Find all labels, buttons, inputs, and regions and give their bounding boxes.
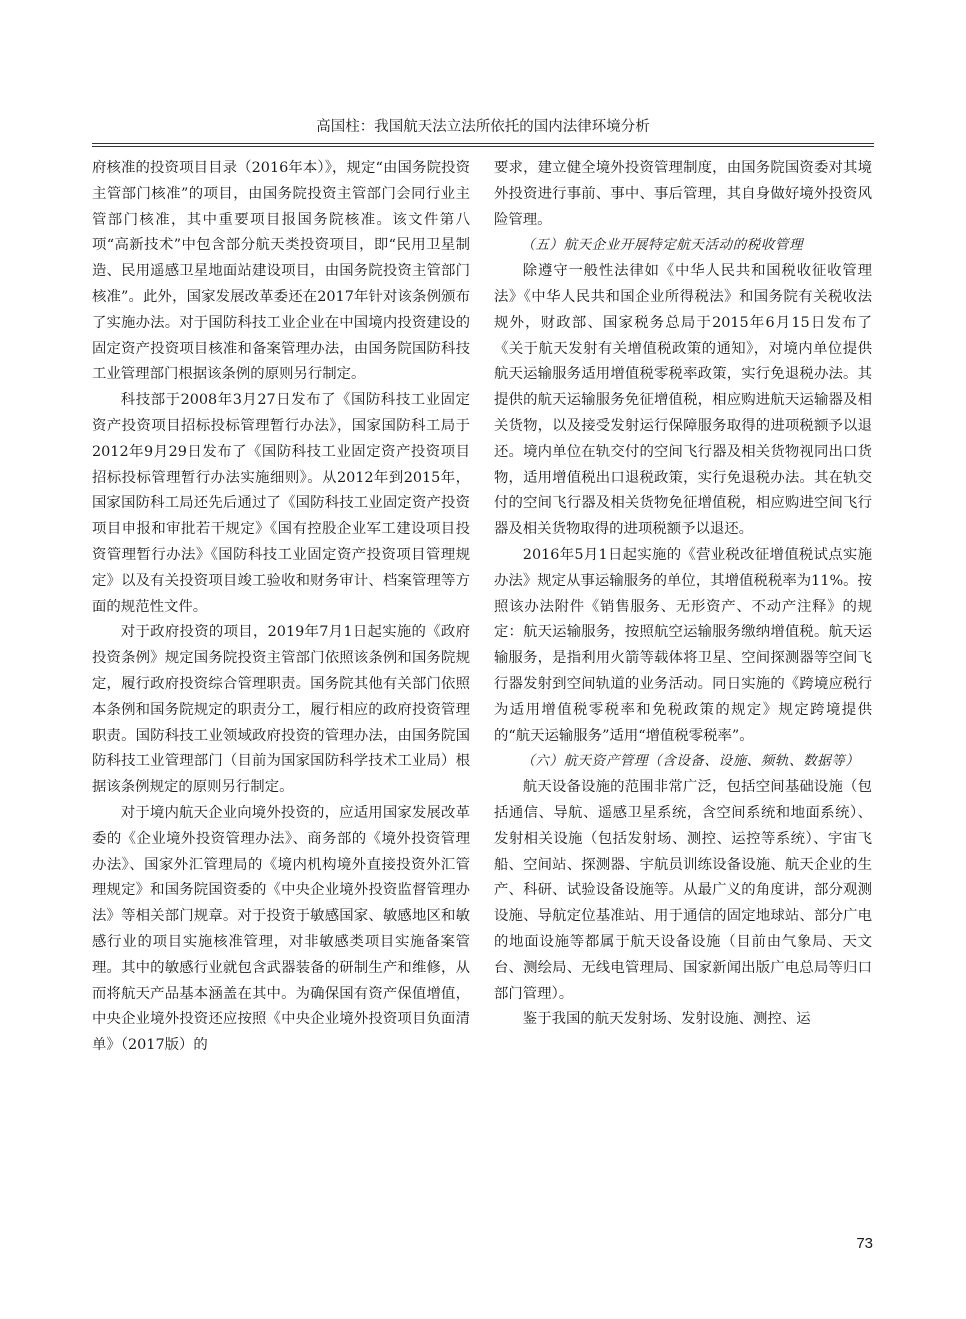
paragraph: 航天设备设施的范围非常广泛，包括空间基础设施（包括通信、导航、遥感卫星系统，含空间系统和地面系统）、发射相关设施（包括发射场、测控、运控等系统）、宇宙飞船、空间站、探测器、宇航员训练设备设施、航天企业的生产、科研、试验设备设施等。从最广义的角度讲，部分观测设施、导航定位基准站、用于通信的固定地球站、部分广电的地面设施等都属于航天设备设施（目前由气象局、天文台、测绘局、无线电管理局、国家新闻出版广电总局等归口部门管理）。 bbox=[494, 779, 872, 1002]
running-header: 高国柱：我国航天法立法所依托的国内法律环境分析 bbox=[316, 119, 650, 135]
paragraph: 要求，建立健全境外投资管理制度，由国务院国资委对其境外投资进行事前、事中、事后管理，其自身做好境外投资风险管理。 bbox=[494, 160, 872, 228]
page-number: 73 bbox=[856, 1235, 873, 1252]
left-column bbox=[92, 156, 470, 1059]
section-heading: （六）航天资产管理（含设备、设施、频轨、数据等） bbox=[521, 753, 860, 770]
paragraph: 府核准的投资项目目录（2016年本）》，规定“由国务院投资主管部门核准”的项目，由国务院投资主管部门会同行业主管部门核准，其中重要项目报国务院核准。该文件第八项“高新技术”中包含部分航天类投资项目，即“民用卫星制造、民用遥感卫星地面站建设项目，由国务院投资主管部门核准”。此外，国家发展改革委还在2017年针对该条例颁布了实施办法。对于国防科技工业企业在中国境内投资建设的固定资产投资项目核准和备案管理办法，由国务院国防科技工业管理部门根据该条例的原则另行制定。 bbox=[92, 160, 470, 383]
paragraph: 对于政府投资的项目，2019年7月1日起实施的《政府投资条例》规定国务院投资主管部门依照该条例和国务院规定，履行政府投资综合管理职责。国务院其他有关部门依照本条例和国务院规定的职责分工，履行相应的政府投资管理职责。国防科技工业领域政府投资的管理办法，由国务院国防科技工业管理部门（目前为国家国防科学技术工业局）根据该条例规定的原则另行制定。 bbox=[92, 624, 470, 796]
header-rule bbox=[92, 143, 874, 147]
paragraph: 对于境内航天企业向境外投资的，应适用国家发展改革委的《企业境外投资管理办法》、商务部的《境外投资管理办法》、国家外汇管理局的《境内机构境外直接投资外汇管理规定》和国务院国资委的《中央企业境外投资监督管理办法》等相关部门规章。对于投资于敏感国家、敏感地区和敏感行业的项目实施核准管理，对非敏感类项目实施备案管理。其中的敏感行业就包含武器装备的研制生产和维修，从而将航天产品基本涵盖在其中。为确保国有资产保值增值，中央企业境外投资还应按照《中央企业境外投资项目负面清单》（2017版）的 bbox=[92, 804, 470, 1054]
paragraph: 鉴于我国的航天发射场、发射设施、测控、运 bbox=[522, 1011, 811, 1028]
right-column bbox=[494, 156, 872, 1033]
section-heading: （五）航天企业开展特定航天活动的税收管理 bbox=[521, 237, 804, 254]
paragraph: 科技部于2008年3月27日发布了《国防科技工业固定资产投资项目招标投标管理暂行办法》，国家国防科工局于2012年9月29日发布了《国防科技工业固定资产投资项目招标投标管理暂行办法实施细则》。从2012年到2015年，国家国防科工局还先后通过了《国防科技工业固定资产投资项目申报和审批若干规定》《国有控股企业军工建设项目投资管理暂行办法》《国防科技工业固定资产投资项目管理规定》以及有关投资项目竣工验收和财务审计、档案管理等方面的规范性文件。 bbox=[92, 392, 470, 615]
paragraph: 除遵守一般性法律如《中华人民共和国税收征收管理法》《中华人民共和国企业所得税法》和国务院有关税收法规外，财政部、国家税务总局于2015年6月15日发布了《关于航天发射有关增值税政策的通知》，对境内单位提供航天运输服务适用增值税零税率政策，实行免退税办法。其提供的航天运输服务免征增值税，相应购进航天运输器及相关货物，以及接受发射运行保障服务取得的进项税额予以退还。境内单位在轨交付的空间飞行器及相关货物视同出口货物，适用增值税出口退税政策，实行免退税办法。其在轨交付的空间飞行器及相关货物免征增值税，相应购进空间飞行器及相关货物取得的进项税额予以退还。 bbox=[494, 263, 872, 538]
paragraph: 2016年5月1日起实施的《营业税改征增值税试点实施办法》规定从事运输服务的单位，其增值税税率为11%。按照该办法附件《销售服务、无形资产、不动产注释》的规定：航天运输服务，按照航空运输服务缴纳增值税。航天运输服务，是指利用火箭等载体将卫星、空间探测器等空间飞行器发射到空间轨道的业务活动。同日实施的《跨境应税行为适用增值税零税率和免税政策的规定》规定跨境提供的“航天运输服务”适用“增值税零税率”。 bbox=[494, 546, 872, 744]
